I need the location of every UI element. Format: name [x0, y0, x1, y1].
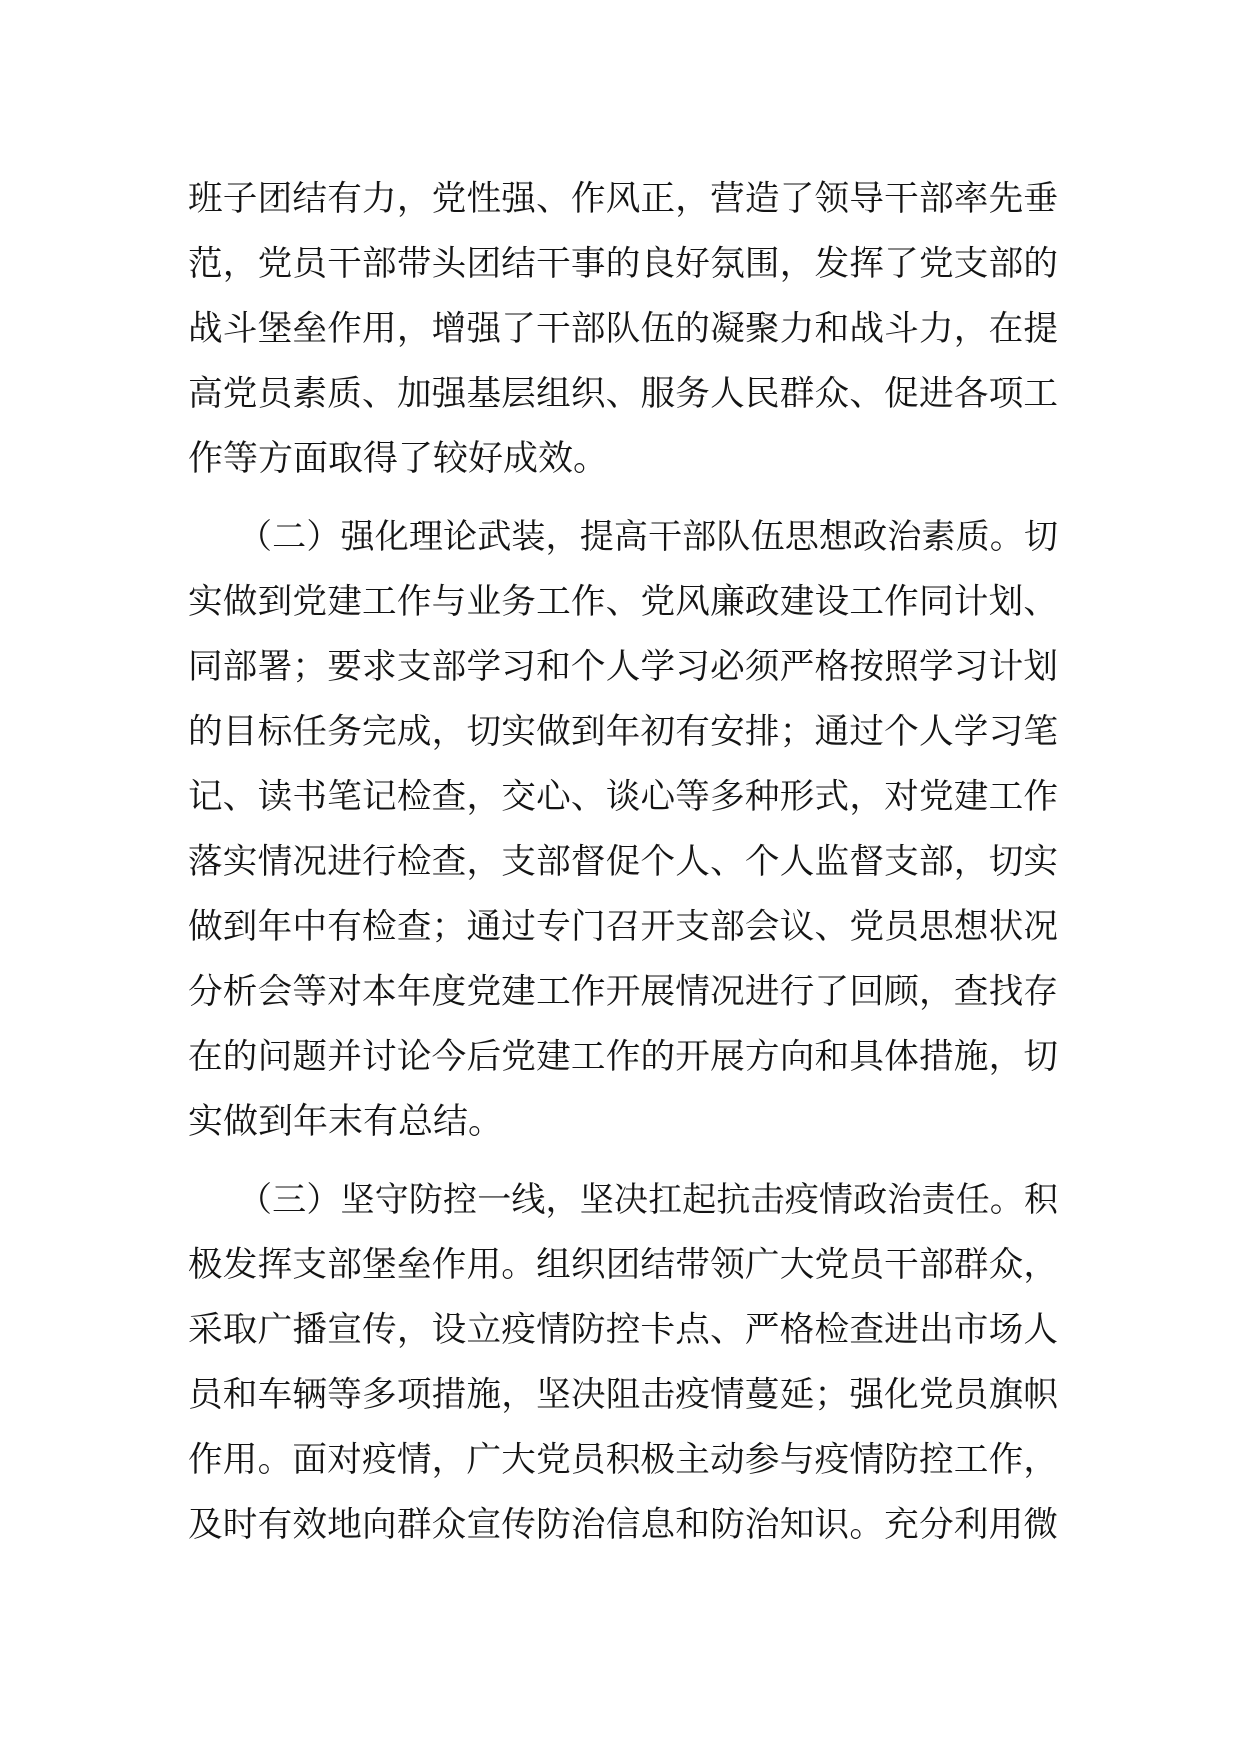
- body-text: [188, 167, 1058, 1571]
- text-line: 的目标任务完成，切实做到年初有安排；通过个人学习笔: [188, 712, 1058, 752]
- text-line: 范，党员干部带头团结干事的良好氛围，发挥了党支部的: [188, 244, 1058, 284]
- paragraph-2: [188, 505, 1058, 1155]
- text-line: 分析会等对本年度党建工作开展情况进行了回顾，查找存: [188, 972, 1058, 1012]
- text-line: （三）坚守防控一线，坚决扛起抗击疫情政治责任。积: [238, 1180, 1058, 1220]
- text-line: 落实情况进行检查，支部督促个人、个人监督支部，切实: [188, 842, 1058, 882]
- text-line: 高党员素质、加强基层组织、服务人民群众、促进各项工: [188, 374, 1058, 414]
- text-line: 同部署；要求支部学习和个人学习必须严格按照学习计划: [188, 647, 1058, 687]
- text-line: 采取广播宣传，设立疫情防控卡点、严格检查进出市场人: [188, 1310, 1058, 1350]
- text-line: 做到年中有检查；通过专门召开支部会议、党员思想状况: [188, 907, 1058, 947]
- text-line: 战斗堡垒作用，增强了干部队伍的凝聚力和战斗力，在提: [188, 309, 1058, 349]
- text-line: 极发挥支部堡垒作用。组织团结带领广大党员干部群众，: [188, 1245, 1058, 1285]
- text-line: 及时有效地向群众宣传防治信息和防治知识。充分利用微: [188, 1505, 1058, 1545]
- text-line: 记、读书笔记检查，交心、谈心等多种形式，对党建工作: [188, 777, 1058, 817]
- text-line: （二）强化理论武装，提高干部队伍思想政治素质。切: [238, 517, 1058, 557]
- paragraph-3: [188, 1168, 1058, 1558]
- text-line: 在的问题并讨论今后党建工作的开展方向和具体措施，切: [188, 1037, 1058, 1077]
- text-line: 实做到年末有总结。: [188, 1102, 504, 1142]
- text-line: 作等方面取得了较好成效。: [188, 439, 609, 479]
- text-line: 实做到党建工作与业务工作、党风廉政建设工作同计划、: [188, 582, 1058, 622]
- text-line: 作用。面对疫情，广大党员积极主动参与疫情防控工作，: [188, 1440, 1058, 1480]
- text-line: 员和车辆等多项措施，坚决阻击疫情蔓延；强化党员旗帜: [188, 1375, 1058, 1415]
- text-line: 班子团结有力，党性强、作风正，营造了领导干部率先垂: [188, 179, 1058, 219]
- paragraph-1-continued: [188, 167, 1058, 492]
